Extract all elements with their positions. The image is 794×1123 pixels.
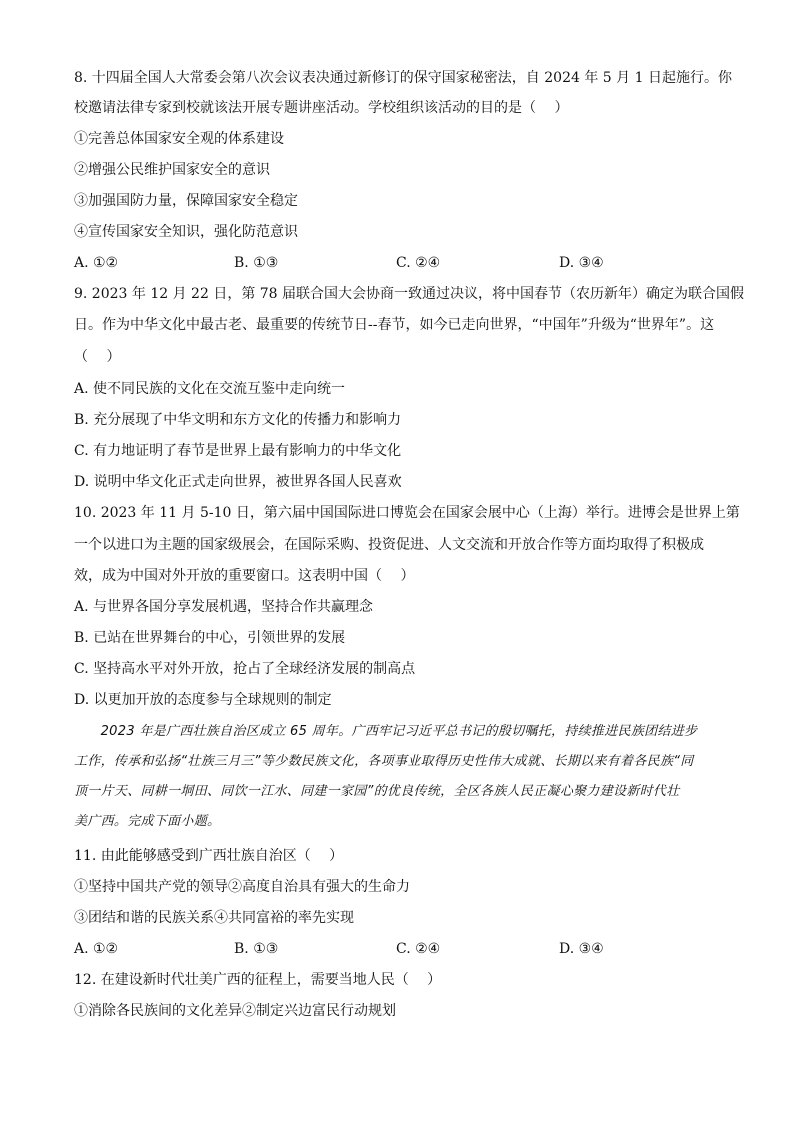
q8-stem-line2: 校邀请法律专家到校就该法开展专题讲座活动。学校组织该活动的目的是（ ） bbox=[74, 100, 569, 116]
q10-stem-line1: 10. 2023 年 11 月 5-10 日，第六届中国国际进口博览会在国家会展中心（上海）举行。进博会是世界上第 bbox=[74, 505, 740, 521]
material-passage bbox=[74, 717, 724, 837]
material-line1: 2023 年是广西壮族自治区成立 65 周年。广西牢记习近平总书记的殷切嘱托，持续推进民族团结进步 bbox=[74, 724, 698, 739]
material-line2: 工作，传承和弘扬“壮族三月三”等少数民族文化，各项事业取得历史性伟大成就、长期以来有着各民族“同 bbox=[74, 754, 694, 769]
q8-option-d[interactable]: D. ③④ bbox=[559, 255, 604, 271]
q8-item-1: ①完善总体国家安全观的体系建设 bbox=[74, 131, 284, 147]
q11-option-d[interactable]: D. ③④ bbox=[559, 941, 604, 957]
q8-item-3: ③加强国防力量，保障国家安全稳定 bbox=[74, 193, 298, 209]
q10-stem-line2: 一个以进口为主题的国家级展会，在国际采购、投资促进、人文交流和开放合作等方面均取得了积极成 bbox=[74, 537, 704, 553]
q10-option-c[interactable]: C. 坚持高水平对外开放，抢占了全球经济发展的制高点 bbox=[74, 661, 416, 677]
material-line4: 美广西。完成下面小题。 bbox=[74, 814, 221, 829]
material-line3: 顶一片天、同耕一垌田、同饮一江水、同建一家园”的优良传统，全区各族人民正凝心聚力建设新时代壮 bbox=[74, 784, 680, 799]
q9-option-b[interactable]: B. 充分展现了中华文明和东方文化的传播力和影响力 bbox=[74, 412, 402, 428]
q12-items-line1: ①消除各民族间的文化差异②制定兴边富民行动规划 bbox=[74, 1003, 396, 1019]
q8-stem-line1: 8. 十四届全国人大常委会第八次会议表决通过新修订的保守国家秘密法，自 2024 年 5 月 1 日起施行。你 bbox=[74, 70, 732, 86]
q11-stem: 11. 由此能够感受到广西壮族自治区（ ） bbox=[74, 848, 344, 864]
q8-item-2: ②增强公民维护国家安全的意识 bbox=[74, 162, 270, 178]
q12-stem: 12. 在建设新时代壮美广西的征程上，需要当地人民（ ） bbox=[74, 972, 442, 988]
q11-option-c[interactable]: C. ②④ bbox=[396, 941, 441, 957]
q9-option-a[interactable]: A. 使不同民族的文化在交流互鉴中走向统一 bbox=[74, 381, 346, 397]
q10-option-d[interactable]: D. 以更加开放的态度参与全球规则的制定 bbox=[74, 692, 332, 708]
q9-option-d[interactable]: D. 说明中华文化正式走向世界，被世界各国人民喜欢 bbox=[74, 474, 402, 490]
q11-option-a[interactable]: A. ①② bbox=[74, 941, 119, 957]
q8-option-c[interactable]: C. ②④ bbox=[396, 255, 441, 271]
q8-item-4: ④宣传国家安全知识，强化防范意识 bbox=[74, 224, 298, 240]
q11-items-line2: ③团结和谐的民族关系④共同富裕的率先实现 bbox=[74, 910, 354, 926]
q9-stem-line2: 日。作为中华文化中最古老、最重要的传统节日--春节，如今已走向世界，“中国年”升级为“世界年”。这 bbox=[74, 317, 715, 333]
q8-option-b[interactable]: B. ①③ bbox=[234, 255, 279, 271]
q10-option-b[interactable]: B. 已站在世界舞台的中心，引领世界的发展 bbox=[74, 630, 346, 646]
q9-stem-line3: （ ） bbox=[74, 349, 121, 365]
q11-option-b[interactable]: B. ①③ bbox=[234, 941, 279, 957]
q10-stem-line3: 效，成为中国对外开放的重要窗口。这表明中国（ ） bbox=[74, 568, 415, 584]
q10-option-a[interactable]: A. 与世界各国分享发展机遇，坚持合作共赢理念 bbox=[74, 599, 374, 615]
q11-items-line1: ①坚持中国共产党的领导②高度自治具有强大的生命力 bbox=[74, 879, 410, 895]
q9-stem-line1: 9. 2023 年 12 月 22 日，第 78 届联合国大会协商一致通过决议，将中国春节（农历新年）确定为联合国假 bbox=[74, 286, 745, 302]
q8-option-a[interactable]: A. ①② bbox=[74, 255, 119, 271]
q9-option-c[interactable]: C. 有力地证明了春节是世界上最有影响力的中华文化 bbox=[74, 443, 402, 459]
